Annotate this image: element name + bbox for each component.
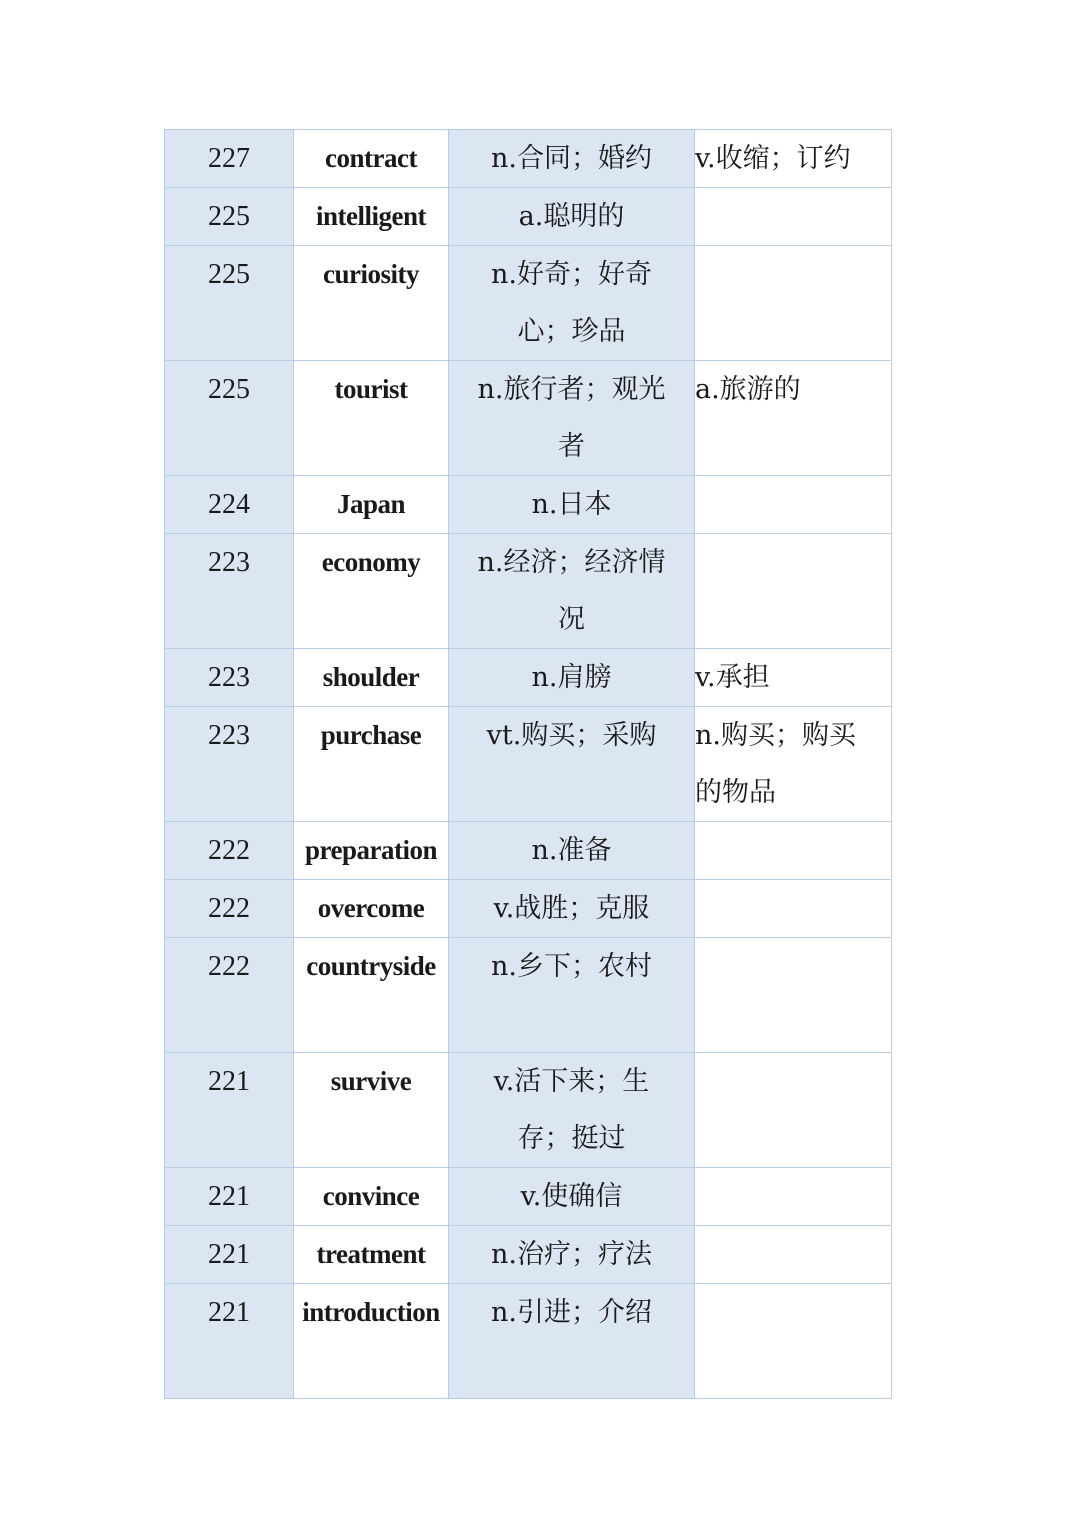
- frequency-cell: [165, 880, 294, 938]
- secondary-meaning-cell: [695, 1053, 892, 1168]
- secondary-meaning: v.承担: [695, 662, 770, 693]
- frequency-cell: [165, 188, 294, 246]
- frequency-cell: [165, 938, 294, 1053]
- word-cell: [294, 649, 449, 707]
- frequency-cell: [165, 534, 294, 649]
- word-cell: [294, 130, 449, 188]
- word: convince: [322, 1181, 420, 1211]
- table-row: [165, 938, 892, 1053]
- secondary-meaning-cell: [695, 938, 892, 1053]
- table-row: [165, 822, 892, 880]
- frequency: 221: [208, 1181, 250, 1212]
- frequency-cell: [165, 822, 294, 880]
- word: intelligent: [316, 201, 426, 231]
- meaning-cell: [449, 880, 695, 938]
- secondary-meaning-cell: [695, 246, 892, 361]
- table-row: [165, 130, 892, 188]
- frequency: 225: [208, 374, 250, 405]
- vocabulary-table: [164, 129, 892, 1399]
- word: preparation: [304, 835, 437, 865]
- frequency: 222: [208, 951, 250, 982]
- secondary-meaning-cell: [695, 1226, 892, 1284]
- frequency: 223: [208, 720, 250, 751]
- frequency-cell: [165, 1226, 294, 1284]
- word: Japan: [336, 489, 406, 519]
- word: treatment: [316, 1239, 426, 1269]
- frequency-cell: [165, 246, 294, 361]
- word: economy: [321, 547, 421, 577]
- table-row: [165, 188, 892, 246]
- frequency: 221: [208, 1297, 250, 1328]
- word: tourist: [334, 374, 408, 404]
- word-cell: [294, 707, 449, 822]
- word: countryside: [306, 951, 436, 981]
- table-row: [165, 534, 892, 649]
- frequency: 224: [208, 489, 250, 520]
- secondary-meaning-cell: [695, 130, 892, 188]
- word-cell: [294, 476, 449, 534]
- word: curiosity: [323, 259, 419, 289]
- word-cell: [294, 361, 449, 476]
- meaning-cell: [449, 361, 695, 476]
- meaning: v.战胜；克服: [493, 893, 650, 924]
- meaning: vt.购买；采购: [486, 720, 657, 751]
- frequency-cell: [165, 130, 294, 188]
- word-cell: [294, 822, 449, 880]
- meaning-cell: [449, 188, 695, 246]
- table-row: [165, 880, 892, 938]
- secondary-meaning-cell: [695, 1284, 892, 1399]
- meaning: n.准备: [531, 835, 612, 866]
- table-row: [165, 1053, 892, 1168]
- meaning: n.引进；介绍: [491, 1297, 652, 1328]
- table-row: [165, 707, 892, 822]
- word-cell: [294, 188, 449, 246]
- vocabulary-table-body: [165, 130, 892, 1399]
- word-cell: [294, 880, 449, 938]
- meaning-cell: [449, 1284, 695, 1399]
- secondary-meaning-cell: [695, 649, 892, 707]
- secondary-meaning-cell: [695, 188, 892, 246]
- meaning-cell: [449, 649, 695, 707]
- frequency: 221: [208, 1239, 250, 1270]
- word: contract: [325, 143, 417, 173]
- table-row: [165, 361, 892, 476]
- frequency: 223: [208, 547, 250, 578]
- meaning: v.使确信: [520, 1181, 623, 1212]
- meaning: n.肩膀: [531, 662, 612, 693]
- secondary-meaning-cell: [695, 361, 892, 476]
- word: purchase: [320, 720, 422, 750]
- table-row: [165, 246, 892, 361]
- meaning-cell: [449, 1226, 695, 1284]
- frequency-cell: [165, 361, 294, 476]
- meaning-cell: [449, 822, 695, 880]
- table-row: [165, 649, 892, 707]
- word: introduction: [302, 1297, 440, 1327]
- meaning-cell: [449, 246, 695, 361]
- frequency: 225: [208, 201, 250, 232]
- secondary-meaning-cell: [695, 534, 892, 649]
- frequency: 227: [208, 143, 250, 174]
- frequency-cell: [165, 707, 294, 822]
- table-row: [165, 1168, 892, 1226]
- word: overcome: [317, 893, 425, 923]
- table-row: [165, 1226, 892, 1284]
- word: survive: [330, 1066, 412, 1096]
- meaning: n.乡下；农村: [491, 951, 652, 982]
- frequency: 221: [208, 1066, 250, 1097]
- word-cell: [294, 534, 449, 649]
- secondary-meaning-cell: [695, 476, 892, 534]
- meaning-cell: [449, 1053, 695, 1168]
- secondary-meaning-cell: [695, 707, 892, 822]
- secondary-meaning-cell: [695, 1168, 892, 1226]
- table-row: [165, 476, 892, 534]
- meaning-cell: [449, 1168, 695, 1226]
- word-cell: [294, 1168, 449, 1226]
- meaning: n.经济；经济情况: [477, 547, 666, 635]
- frequency-cell: [165, 1053, 294, 1168]
- meaning-cell: [449, 476, 695, 534]
- secondary-meaning-cell: [695, 880, 892, 938]
- word-cell: [294, 1053, 449, 1168]
- word-cell: [294, 1226, 449, 1284]
- word-cell: [294, 246, 449, 361]
- frequency-cell: [165, 476, 294, 534]
- meaning: n.日本: [531, 489, 612, 520]
- meaning: n.好奇；好奇心；珍品: [491, 259, 652, 347]
- meaning-cell: [449, 938, 695, 1053]
- table-row: [165, 1284, 892, 1399]
- meaning: v.活下来；生存；挺过: [493, 1066, 650, 1154]
- meaning-cell: [449, 534, 695, 649]
- word-cell: [294, 938, 449, 1053]
- frequency-cell: [165, 649, 294, 707]
- secondary-meaning-cell: [695, 822, 892, 880]
- frequency-cell: [165, 1284, 294, 1399]
- meaning-cell: [449, 707, 695, 822]
- meaning: n.治疗；疗法: [491, 1239, 652, 1270]
- frequency-cell: [165, 1168, 294, 1226]
- meaning: n.旅行者；观光者: [477, 374, 666, 462]
- frequency: 222: [208, 893, 250, 924]
- secondary-meaning: n.购买；购买的物品: [695, 720, 856, 808]
- secondary-meaning: a.旅游的: [695, 374, 801, 405]
- word: shoulder: [322, 662, 420, 692]
- meaning: n.合同；婚约: [491, 143, 652, 174]
- meaning-cell: [449, 130, 695, 188]
- secondary-meaning: v.收缩；订约: [695, 143, 851, 174]
- meaning: a.聪明的: [518, 201, 625, 232]
- frequency: 223: [208, 662, 250, 693]
- word-cell: [294, 1284, 449, 1399]
- frequency: 222: [208, 835, 250, 866]
- frequency: 225: [208, 259, 250, 290]
